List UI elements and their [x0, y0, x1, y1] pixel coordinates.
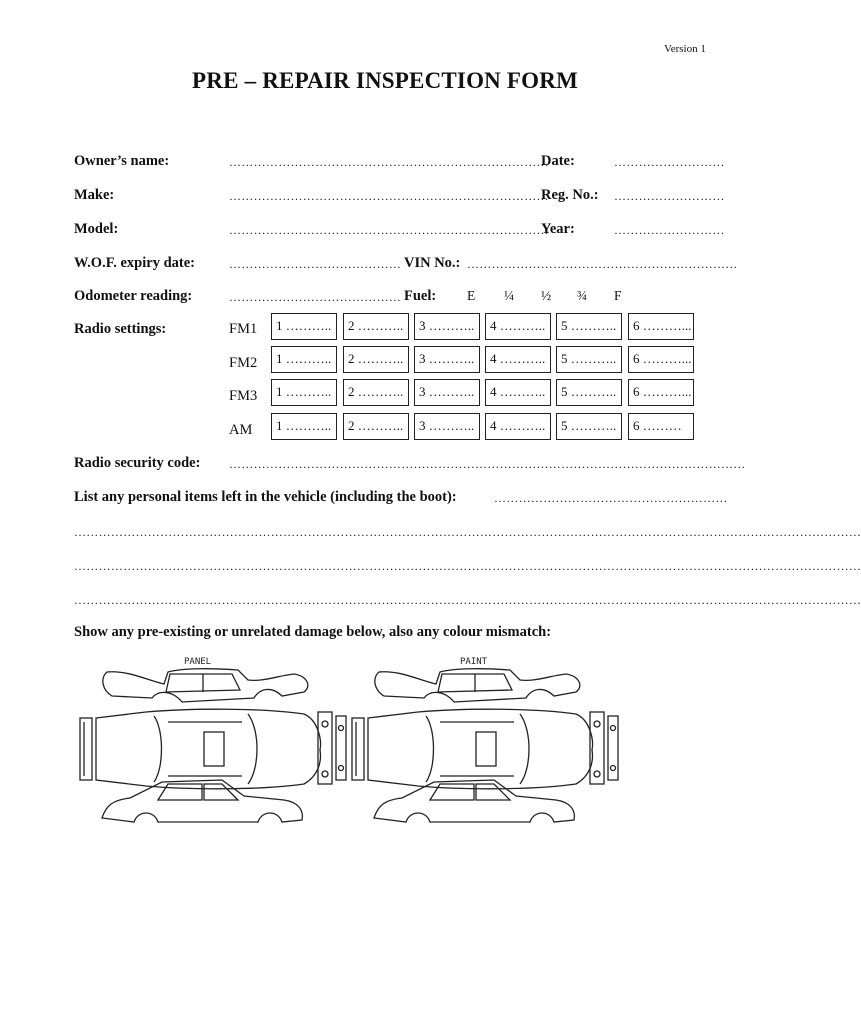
preset-box-fm3-6[interactable]: 6 ………... — [628, 379, 694, 406]
band-fm2-label: FM2 — [229, 355, 258, 371]
preset-box-fm1-4[interactable]: 4 ……….. — [485, 313, 551, 340]
vin-field[interactable]: ………………………………………………………… — [467, 257, 738, 271]
version-label: Version 1 — [664, 43, 706, 55]
radio-settings-label: Radio settings: — [74, 321, 167, 337]
owner-label: Owner’s name: — [74, 153, 170, 169]
preset-box-fm2-3[interactable]: 3 ……….. — [414, 346, 480, 373]
personal-items-line-1[interactable]: ………………………………………………………………………………………………………………………………………………………………………… — [74, 525, 861, 539]
make-label: Make: — [74, 187, 115, 203]
vin-label: VIN No.: — [404, 255, 461, 271]
paint-caption: PAINT — [460, 657, 488, 667]
band-fm3-label: FM3 — [229, 388, 258, 404]
preset-box-fm3-4[interactable]: 4 ……….. — [485, 379, 551, 406]
preset-box-fm1-2[interactable]: 2 ……….. — [343, 313, 409, 340]
fuel-option-quarter[interactable]: ¼ — [504, 288, 515, 303]
date-field[interactable]: ……………………… — [614, 155, 725, 169]
preset-box-am-4[interactable]: 4 ……….. — [485, 413, 551, 440]
fuel-option-half[interactable]: ½ — [541, 288, 552, 303]
preset-box-fm1-6[interactable]: 6 ………... — [628, 313, 694, 340]
preset-box-am-2[interactable]: 2 ……….. — [343, 413, 409, 440]
preset-box-fm2-4[interactable]: 4 ……….. — [485, 346, 551, 373]
model-label: Model: — [74, 221, 119, 237]
preset-box-fm2-5[interactable]: 5 ……….. — [556, 346, 622, 373]
owner-field[interactable]: …………………………………………………………………… — [229, 155, 549, 169]
preset-box-fm3-3[interactable]: 3 ……….. — [414, 379, 480, 406]
paint-car-diagram[interactable] — [344, 650, 634, 830]
preset-box-fm2-1[interactable]: 1 ……….. — [271, 346, 337, 373]
band-fm1-label: FM1 — [229, 321, 258, 337]
year-field[interactable]: ……………………… — [614, 223, 725, 237]
preset-box-fm1-3[interactable]: 3 ……….. — [414, 313, 480, 340]
wof-label: W.O.F. expiry date: — [74, 255, 195, 271]
preset-box-fm2-6[interactable]: 6 ………... — [628, 346, 694, 373]
preset-box-fm1-1[interactable]: 1 ……….. — [271, 313, 337, 340]
panel-caption: PANEL — [184, 657, 212, 667]
reg-label: Reg. No.: — [541, 187, 599, 203]
preset-box-am-3[interactable]: 3 ……….. — [414, 413, 480, 440]
preset-box-fm3-2[interactable]: 2 ……….. — [343, 379, 409, 406]
reg-field[interactable]: ……………………… — [614, 189, 725, 203]
wof-field[interactable]: …………………………………… — [229, 257, 402, 271]
fuel-option-full[interactable]: F — [614, 288, 622, 303]
preset-box-fm3-5[interactable]: 5 ……….. — [556, 379, 622, 406]
odometer-field[interactable]: …………………………………… — [229, 290, 402, 304]
preset-box-am-6[interactable]: 6 ……… — [628, 413, 694, 440]
personal-items-line-2[interactable]: ………………………………………………………………………………………………………………………………………………………………………… — [74, 559, 861, 573]
model-field[interactable]: …………………………………………………………………… — [229, 223, 549, 237]
personal-items-line-3[interactable]: ………………………………………………………………………………………………………………………………………………………………………… — [74, 593, 861, 607]
personal-items-field[interactable]: ………………………………………………… — [494, 491, 728, 505]
page-title: PRE – REPAIR INSPECTION FORM — [192, 68, 578, 93]
panel-car-diagram[interactable] — [72, 650, 362, 830]
date-label: Date: — [541, 153, 575, 169]
security-code-label: Radio security code: — [74, 455, 201, 471]
odometer-label: Odometer reading: — [74, 288, 193, 304]
preset-box-fm2-2[interactable]: 2 ……….. — [343, 346, 409, 373]
fuel-option-three-quarter[interactable]: ¾ — [577, 288, 588, 303]
preset-box-am-5[interactable]: 5 ……….. — [556, 413, 622, 440]
band-am-label: AM — [229, 422, 253, 438]
year-label: Year: — [541, 221, 575, 237]
fuel-option-empty[interactable]: E — [467, 288, 476, 303]
preset-box-fm1-5[interactable]: 5 ……….. — [556, 313, 622, 340]
preset-box-fm3-1[interactable]: 1 ……….. — [271, 379, 337, 406]
fuel-label: Fuel: — [404, 288, 437, 304]
personal-items-label: List any personal items left in the vehicle (including the boot): — [74, 489, 457, 505]
security-code-field[interactable]: ……………………………………………………………………………………………………………… — [229, 457, 746, 471]
make-field[interactable]: …………………………………………………………………… — [229, 189, 549, 203]
damage-label: Show any pre-existing or unrelated damage below, also any colour mismatch: — [74, 624, 552, 640]
preset-box-am-1[interactable]: 1 ……….. — [271, 413, 337, 440]
